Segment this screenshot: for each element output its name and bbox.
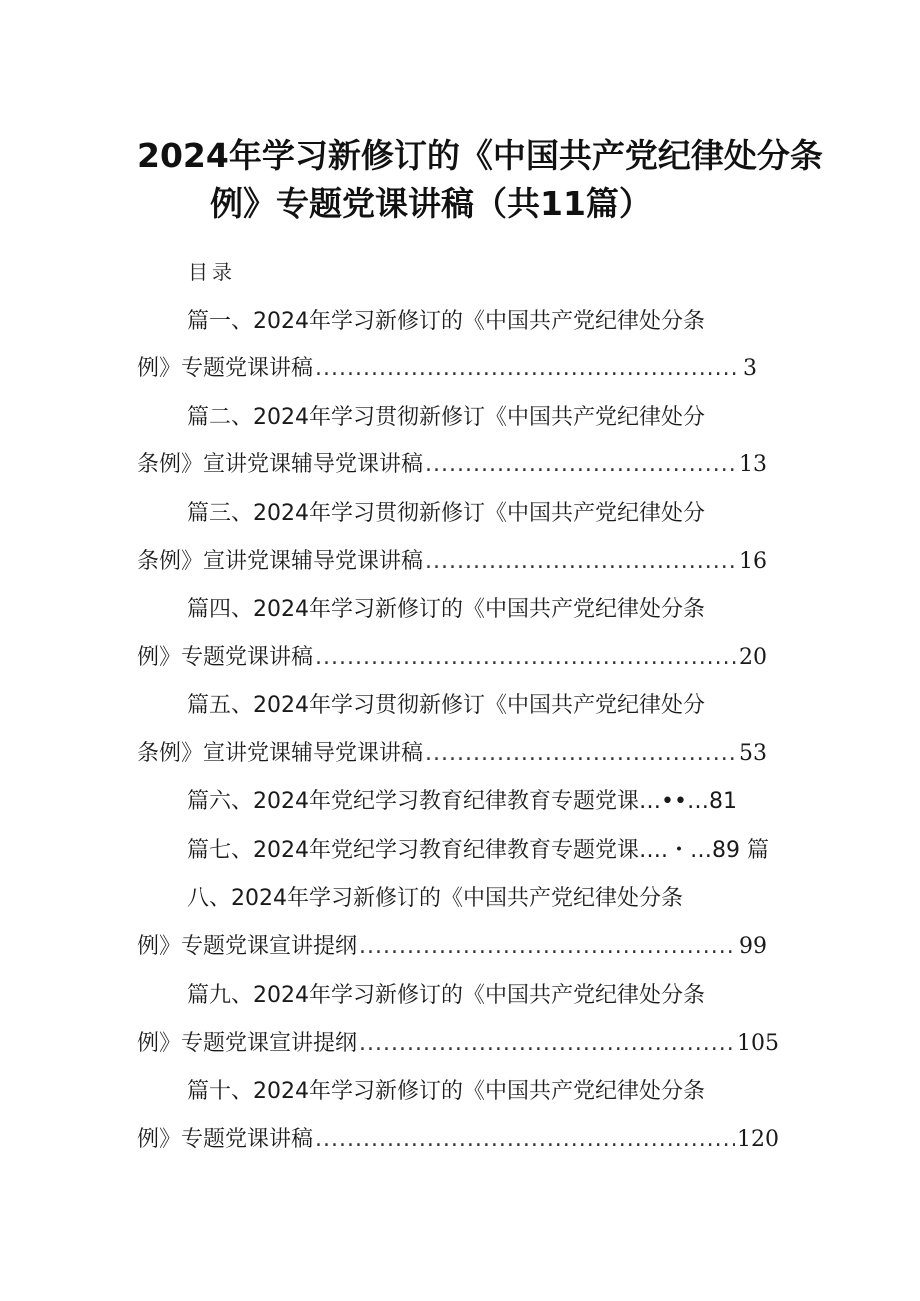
toc-page-number: 3	[743, 356, 757, 381]
toc-entry-title: 条例》宣讲党课辅导党课讲稿	[137, 452, 424, 477]
toc-leader-dots	[425, 738, 737, 770]
toc-entry-2-line-1[interactable]: 篇二、2024年学习贯彻新修订《中国共产党纪律处分	[187, 405, 705, 430]
toc-entry-9-line-2[interactable]	[137, 1028, 779, 1060]
toc-leader-dots	[315, 642, 737, 674]
toc-entry-title: 例》专题党课讲稿	[137, 645, 314, 670]
toc-entry-6[interactable]: 篇六、2024年党纪学习教育纪律教育专题党课…••…81	[187, 789, 737, 814]
toc-entry-3-line-1[interactable]: 篇三、2024年学习贯彻新修订《中国共产党纪律处分	[187, 501, 705, 526]
toc-entry-1-line-1[interactable]: 篇一、2024年学习新修订的《中国共产党纪律处分条	[187, 309, 705, 334]
toc-entry-title: 条例》宣讲党课辅导党课讲稿	[137, 741, 424, 766]
toc-entry-8-line-1[interactable]: 八、2024年学习新修订的《中国共产党纪律处分条	[187, 886, 683, 911]
document-title-line-1: 2024年学习新修订的《中国共产党纪律处分条	[137, 136, 823, 175]
toc-entry-4-line-1[interactable]: 篇四、2024年学习新修订的《中国共产党纪律处分条	[187, 597, 705, 622]
toc-entry-title: 例》专题党课讲稿	[137, 356, 314, 381]
toc-entry-title: 例》专题党课宣讲提纲	[137, 934, 358, 959]
toc-page-number: 16	[739, 549, 767, 574]
toc-page-number: 20	[739, 645, 767, 670]
toc-page-number: 120	[737, 1127, 779, 1152]
toc-page-number: 13	[739, 452, 767, 477]
toc-page-number: 105	[737, 1031, 779, 1056]
toc-entry-title: 例》专题党课讲稿	[137, 1127, 314, 1152]
toc-heading: 目录	[188, 260, 236, 284]
toc-leader-dots	[425, 449, 737, 481]
toc-entry-9-line-1[interactable]: 篇九、2024年学习新修订的《中国共产党纪律处分条	[187, 983, 705, 1008]
toc-entry-4-line-2[interactable]	[137, 642, 767, 674]
toc-entry-title: 条例》宣讲党课辅导党课讲稿	[137, 549, 424, 574]
toc-leader-dots	[359, 1028, 735, 1060]
toc-entry-1-line-2[interactable]	[137, 353, 757, 385]
toc-page-number: 99	[739, 934, 767, 959]
toc-entry-2-line-2[interactable]	[137, 449, 767, 481]
toc-entry-10-line-1[interactable]: 篇十、2024年学习新修订的《中国共产党纪律处分条	[187, 1079, 705, 1104]
toc-leader-dots	[425, 546, 737, 578]
toc-leader-dots	[359, 931, 737, 963]
toc-entry-5-line-1[interactable]: 篇五、2024年学习贯彻新修订《中国共产党纪律处分	[187, 693, 705, 718]
toc-entry-title: 例》专题党课宣讲提纲	[137, 1031, 358, 1056]
toc-leader-dots	[315, 1124, 735, 1156]
document-title-line-2: 例》专题党课讲稿（共11篇）	[210, 184, 652, 223]
toc-leader-dots	[315, 353, 741, 385]
toc-entry-5-line-2[interactable]	[137, 738, 767, 770]
toc-page-number: 53	[739, 741, 767, 766]
toc-entry-3-line-2[interactable]	[137, 546, 767, 578]
toc-entry-10-line-2[interactable]	[137, 1124, 779, 1156]
toc-entry-8-line-2[interactable]	[137, 931, 767, 963]
toc-entry-7[interactable]: 篇七、2024年党纪学习教育纪律教育专题党课….・…89 篇	[187, 838, 769, 863]
